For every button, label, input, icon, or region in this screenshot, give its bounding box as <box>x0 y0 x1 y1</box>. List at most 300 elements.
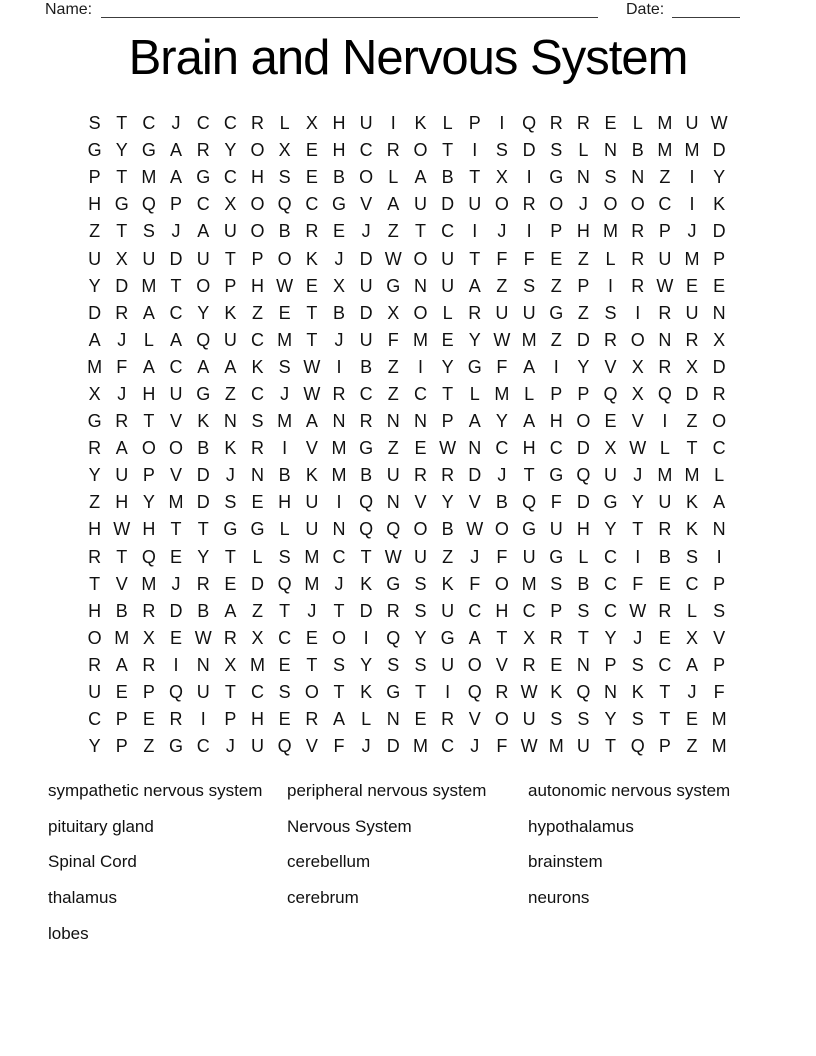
grid-letter: C <box>223 113 237 134</box>
grid-letter: D <box>712 140 726 161</box>
grid-letter: K <box>360 573 373 594</box>
grid-letter: I <box>526 167 532 188</box>
grid-letter: I <box>472 221 478 242</box>
grid-letter: M <box>548 736 564 757</box>
grid-letter: Q <box>467 682 482 703</box>
grid-letter: T <box>577 627 589 648</box>
grid-letter: Z <box>89 492 101 513</box>
grid-letter: C <box>223 167 237 188</box>
grid-letter: A <box>468 627 481 648</box>
grid-letter: A <box>115 654 128 675</box>
word-bank-column-2 <box>287 773 486 916</box>
grid-letter: R <box>305 221 319 242</box>
grid-letter: G <box>467 356 482 377</box>
grid-letter: O <box>630 194 645 215</box>
grid-letter: I <box>445 682 451 703</box>
grid-letter: B <box>441 519 454 540</box>
grid-letter: L <box>632 113 643 134</box>
grid-letter: N <box>712 519 726 540</box>
grid-letter: U <box>576 736 590 757</box>
grid-letter: W <box>629 600 647 621</box>
grid-letter: P <box>658 221 671 242</box>
grid-letter: Y <box>631 492 644 513</box>
grid-letter: G <box>141 140 156 161</box>
grid-letter: Z <box>659 167 671 188</box>
grid-letter: H <box>495 600 509 621</box>
grid-letter: C <box>169 302 183 323</box>
grid-letter: M <box>521 573 537 594</box>
grid-letter: R <box>604 329 618 350</box>
grid-letter: U <box>115 465 129 486</box>
grid-letter: Z <box>387 356 399 377</box>
grid-letter: M <box>603 221 619 242</box>
grid-letter: J <box>497 465 507 486</box>
grid-letter: F <box>116 356 128 377</box>
grid-letter: L <box>388 167 399 188</box>
grid-letter: X <box>631 356 644 377</box>
grid-letter: C <box>251 329 265 350</box>
grid-letter: U <box>413 546 427 567</box>
grid-letter: Y <box>224 140 237 161</box>
grid-letter: B <box>278 221 291 242</box>
grid-letter: B <box>332 302 345 323</box>
grid-letter: S <box>604 302 617 323</box>
grid-letter: E <box>604 411 617 432</box>
grid-letter: A <box>142 302 155 323</box>
grid-letter: R <box>251 438 265 459</box>
grid-letter: I <box>716 546 722 567</box>
grid-letter: E <box>278 302 291 323</box>
grid-letter: V <box>468 709 481 730</box>
grid-letter: V <box>468 492 481 513</box>
grid-letter: O <box>250 221 265 242</box>
grid-letter: O <box>494 573 509 594</box>
grid-letter: U <box>658 492 672 513</box>
grid-letter: G <box>114 194 129 215</box>
grid-letter: M <box>141 167 157 188</box>
grid-letter: T <box>360 546 372 567</box>
grid-letter: H <box>522 438 536 459</box>
grid-letter: R <box>88 654 102 675</box>
grid-letter: Y <box>88 465 101 486</box>
grid-letter: T <box>89 573 101 594</box>
grid-letter: K <box>360 682 373 703</box>
grid-letter: R <box>658 600 672 621</box>
grid-letter: M <box>168 492 184 513</box>
grid-letter: Q <box>386 519 401 540</box>
grid-letter: L <box>361 709 372 730</box>
grid-letter: O <box>359 167 374 188</box>
grid-letter: N <box>413 411 427 432</box>
grid-letter: P <box>550 383 563 404</box>
grid-letter: U <box>305 492 319 513</box>
grid-letter: C <box>359 140 373 161</box>
grid-letter: X <box>278 140 291 161</box>
grid-letter: V <box>170 411 183 432</box>
grid-letter: K <box>414 113 427 134</box>
grid-letter: M <box>494 383 510 404</box>
grid-letter: I <box>689 194 695 215</box>
grid-letter: G <box>386 682 401 703</box>
grid-letter: P <box>658 736 671 757</box>
grid-letter: Z <box>387 221 399 242</box>
grid-letter: Q <box>576 682 591 703</box>
grid-letter: H <box>142 383 156 404</box>
grid-letter: I <box>662 411 668 432</box>
grid-letter: H <box>278 492 292 513</box>
grid-letter: Q <box>657 383 672 404</box>
grid-letter: J <box>334 573 344 594</box>
date-fill-line <box>672 17 740 18</box>
word-bank-item: cerebrum <box>287 888 359 908</box>
grid-letter: O <box>87 627 102 648</box>
grid-letter: O <box>413 140 428 161</box>
grid-letter: R <box>685 329 699 350</box>
grid-letter: C <box>658 194 672 215</box>
grid-letter: D <box>522 140 536 161</box>
grid-letter: L <box>605 248 616 269</box>
grid-letter: P <box>550 221 563 242</box>
grid-letter: A <box>414 167 427 188</box>
word-bank-item: neurons <box>528 888 590 908</box>
grid-letter: A <box>523 411 536 432</box>
name-label: Name: <box>45 1 93 18</box>
grid-letter: P <box>88 167 101 188</box>
grid-letter: F <box>496 736 508 757</box>
grid-letter: R <box>359 411 373 432</box>
grid-letter: A <box>170 329 183 350</box>
grid-letter: U <box>522 709 536 730</box>
grid-letter: C <box>549 438 563 459</box>
grid-letter: I <box>526 221 532 242</box>
grid-letter: D <box>115 275 129 296</box>
grid-letter: W <box>493 329 511 350</box>
grid-letter: U <box>441 600 455 621</box>
grid-letter: E <box>278 709 291 730</box>
grid-letter: C <box>251 383 265 404</box>
grid-letter: P <box>142 682 155 703</box>
grid-letter: T <box>469 167 481 188</box>
grid-letter: H <box>576 221 590 242</box>
grid-letter: B <box>332 167 345 188</box>
grid-letter: I <box>282 438 288 459</box>
grid-letter: T <box>496 627 508 648</box>
grid-letter: I <box>635 302 641 323</box>
grid-letter: X <box>631 383 644 404</box>
grid-letter: S <box>278 356 291 377</box>
grid-letter: R <box>495 682 509 703</box>
word-bank-item: brainstem <box>528 852 603 872</box>
grid-letter: K <box>305 248 318 269</box>
grid-letter: H <box>549 411 563 432</box>
grid-letter: N <box>332 519 346 540</box>
word-bank-item: hypothalamus <box>528 816 634 836</box>
grid-letter: Y <box>713 167 726 188</box>
grid-letter: F <box>496 546 508 567</box>
grid-letter: G <box>196 383 211 404</box>
grid-letter: P <box>713 573 726 594</box>
grid-letter: C <box>305 194 319 215</box>
grid-letter: N <box>658 329 672 350</box>
word-bank-item: lobes <box>48 923 89 943</box>
grid-letter: D <box>88 302 102 323</box>
grid-letter: T <box>224 682 236 703</box>
grid-letter: C <box>196 113 210 134</box>
grid-letter: W <box>303 356 321 377</box>
grid-letter: A <box>387 194 400 215</box>
grid-letter: K <box>713 194 726 215</box>
grid-letter: R <box>115 302 129 323</box>
grid-letter: T <box>116 167 128 188</box>
grid-letter: K <box>251 356 264 377</box>
grid-letter: J <box>225 465 235 486</box>
grid-letter: O <box>250 140 265 161</box>
grid-letter: Y <box>115 140 128 161</box>
word-bank-column-1 <box>48 773 262 951</box>
grid-letter: S <box>278 167 291 188</box>
grid-letter: K <box>224 302 237 323</box>
grid-letter: R <box>169 709 183 730</box>
grid-letter: P <box>142 465 155 486</box>
grid-letter: Y <box>604 709 617 730</box>
grid-letter: E <box>686 709 699 730</box>
grid-letter: H <box>251 167 265 188</box>
grid-letter: H <box>251 709 265 730</box>
grid-letter: J <box>307 600 317 621</box>
grid-letter: R <box>115 411 129 432</box>
grid-letter: J <box>117 329 127 350</box>
grid-letter: T <box>686 438 698 459</box>
grid-letter: Q <box>359 519 374 540</box>
grid-letter: I <box>336 492 342 513</box>
grid-letter: V <box>305 438 318 459</box>
grid-letter: Z <box>252 302 264 323</box>
grid-letter: I <box>635 546 641 567</box>
grid-letter: W <box>520 682 538 703</box>
grid-letter: T <box>224 546 236 567</box>
grid-letter: G <box>223 519 238 540</box>
grid-letter: W <box>303 383 321 404</box>
grid-letter: I <box>336 356 342 377</box>
grid-letter: Q <box>277 573 292 594</box>
grid-letter: J <box>578 194 588 215</box>
grid-letter: V <box>414 492 427 513</box>
grid-letter: Y <box>360 654 373 675</box>
grid-letter: U <box>549 519 563 540</box>
grid-letter: I <box>363 627 369 648</box>
grid-letter: G <box>331 194 346 215</box>
grid-letter: Q <box>522 113 537 134</box>
grid-letter: G <box>386 275 401 296</box>
grid-letter: A <box>305 411 318 432</box>
grid-letter: J <box>633 627 643 648</box>
grid-letter: K <box>441 573 454 594</box>
grid-letter: A <box>88 329 101 350</box>
grid-letter: Q <box>576 465 591 486</box>
grid-letter: C <box>604 600 618 621</box>
grid-letter: Z <box>496 275 508 296</box>
grid-letter: Y <box>604 627 617 648</box>
grid-letter: I <box>417 356 423 377</box>
grid-letter: E <box>142 709 155 730</box>
grid-letter: O <box>494 519 509 540</box>
grid-letter: F <box>333 736 345 757</box>
grid-letter: N <box>196 654 210 675</box>
grid-letter: B <box>115 600 128 621</box>
grid-letter: U <box>658 248 672 269</box>
grid-letter: U <box>413 194 427 215</box>
grid-letter: Z <box>442 546 454 567</box>
grid-letter: J <box>225 736 235 757</box>
grid-letter: M <box>331 438 347 459</box>
grid-letter: Y <box>142 492 155 513</box>
grid-letter: O <box>603 194 618 215</box>
grid-letter: K <box>224 438 237 459</box>
grid-letter: X <box>115 248 128 269</box>
grid-letter: L <box>252 546 263 567</box>
grid-letter: O <box>277 248 292 269</box>
grid-letter: Y <box>197 546 210 567</box>
grid-letter: R <box>631 275 645 296</box>
grid-letter: A <box>197 356 210 377</box>
grid-letter: C <box>196 736 210 757</box>
grid-letter: C <box>332 546 346 567</box>
grid-letter: C <box>495 438 509 459</box>
grid-letter: B <box>360 356 373 377</box>
grid-letter: T <box>116 221 128 242</box>
grid-letter: R <box>549 113 563 134</box>
grid-letter: R <box>441 465 455 486</box>
grid-letter: T <box>605 736 617 757</box>
grid-letter: Z <box>252 600 264 621</box>
grid-letter: W <box>194 627 212 648</box>
grid-letter: R <box>196 140 210 161</box>
grid-letter: Z <box>686 736 698 757</box>
grid-letter: O <box>250 194 265 215</box>
grid-letter: Z <box>686 411 698 432</box>
grid-letter: K <box>305 465 318 486</box>
grid-letter: T <box>659 682 671 703</box>
grid-letter: L <box>442 113 453 134</box>
grid-letter: C <box>685 573 699 594</box>
grid-letter: B <box>577 573 590 594</box>
grid-letter: Y <box>197 302 210 323</box>
grid-letter: N <box>576 167 590 188</box>
grid-letter: U <box>441 654 455 675</box>
grid-letter: P <box>170 194 183 215</box>
word-bank-column-3 <box>528 773 730 916</box>
grid-letter: S <box>251 411 264 432</box>
grid-letter: N <box>223 411 237 432</box>
grid-letter: Z <box>143 736 155 757</box>
grid-letter: R <box>658 519 672 540</box>
grid-letter: Q <box>386 627 401 648</box>
grid-letter: E <box>604 113 617 134</box>
grid-letter: P <box>713 248 726 269</box>
grid-letter: M <box>412 736 428 757</box>
grid-letter: V <box>305 736 318 757</box>
page-title: Brain and Nervous System <box>128 31 688 85</box>
grid-letter: S <box>713 600 726 621</box>
grid-letter: L <box>714 465 725 486</box>
grid-letter: H <box>115 492 129 513</box>
grid-letter: M <box>277 411 293 432</box>
grid-letter: B <box>441 167 454 188</box>
grid-letter: T <box>632 519 644 540</box>
grid-letter: X <box>88 383 101 404</box>
grid-letter: M <box>304 573 320 594</box>
grid-letter: T <box>170 519 182 540</box>
grid-letter: T <box>659 709 671 730</box>
grid-letter: M <box>250 654 266 675</box>
grid-letter: J <box>497 221 507 242</box>
grid-letter: T <box>143 411 155 432</box>
grid-letter: Y <box>495 411 508 432</box>
grid-letter: P <box>604 654 617 675</box>
grid-letter: Q <box>169 682 184 703</box>
grid-letter: N <box>576 654 590 675</box>
grid-letter: D <box>576 492 590 513</box>
grid-letter: P <box>577 383 590 404</box>
grid-letter: Y <box>414 627 427 648</box>
grid-letter: E <box>251 492 264 513</box>
grid-letter: O <box>413 519 428 540</box>
grid-letter: G <box>87 411 102 432</box>
grid-letter: A <box>197 221 210 242</box>
grid-letter: X <box>686 356 699 377</box>
grid-letter: T <box>333 682 345 703</box>
grid-letter: P <box>224 709 237 730</box>
grid-letter: D <box>441 194 455 215</box>
grid-letter: B <box>278 465 291 486</box>
grid-letter: L <box>143 329 154 350</box>
grid-letter: A <box>142 356 155 377</box>
grid-letter: W <box>710 113 728 134</box>
grid-letter: M <box>657 465 673 486</box>
grid-letter: T <box>306 329 318 350</box>
grid-letter: H <box>88 600 102 621</box>
grid-letter: U <box>441 248 455 269</box>
grid-letter: I <box>553 356 559 377</box>
grid-letter: Z <box>550 275 562 296</box>
grid-letter: J <box>117 383 127 404</box>
grid-letter: S <box>332 654 345 675</box>
grid-letter: D <box>359 302 373 323</box>
grid-letter: Q <box>277 736 292 757</box>
grid-letter: C <box>413 383 427 404</box>
grid-letter: O <box>141 438 156 459</box>
grid-letter: F <box>469 573 481 594</box>
word-bank-item: peripheral nervous system <box>287 781 487 800</box>
grid-letter: F <box>632 573 644 594</box>
grid-letter: N <box>631 167 645 188</box>
grid-letter: V <box>360 194 373 215</box>
grid-letter: Y <box>577 356 590 377</box>
grid-letter: W <box>656 275 674 296</box>
name-fill-line <box>101 17 598 18</box>
grid-letter: R <box>631 221 645 242</box>
grid-letter: G <box>87 140 102 161</box>
grid-letter: S <box>414 600 427 621</box>
grid-letter: U <box>305 519 319 540</box>
grid-letter: G <box>169 736 184 757</box>
grid-letter: B <box>631 140 644 161</box>
grid-letter: P <box>251 248 264 269</box>
grid-letter: L <box>578 546 589 567</box>
grid-letter: S <box>224 492 237 513</box>
grid-letter: E <box>115 682 128 703</box>
grid-letter: G <box>440 627 455 648</box>
